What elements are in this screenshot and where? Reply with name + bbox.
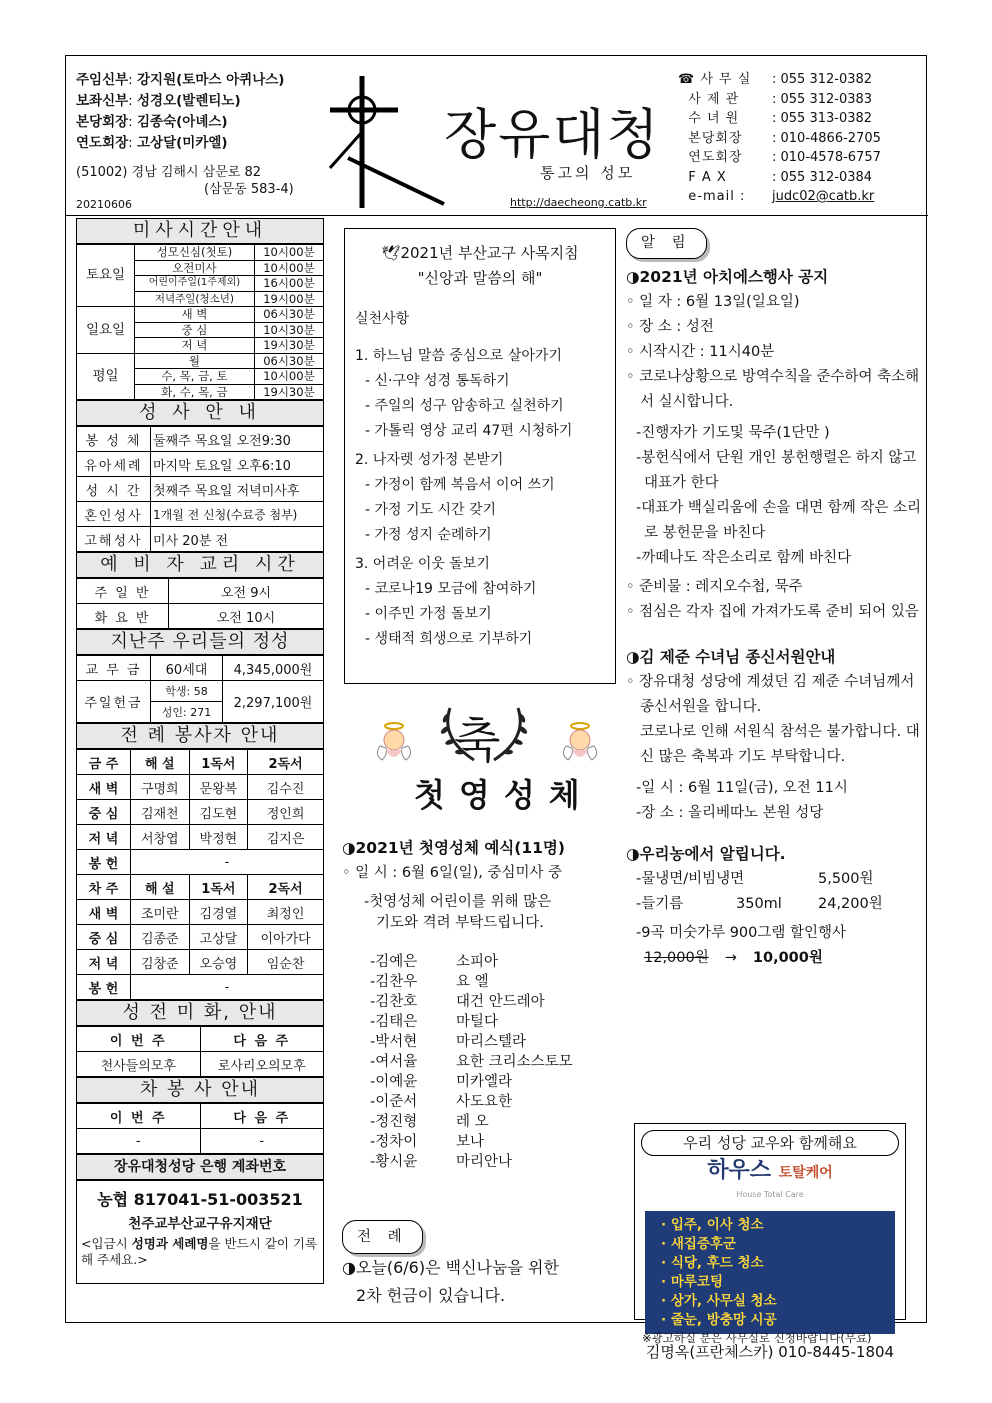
offering-table: 교 무 금 60세대 4,345,000원 주일헌금 학생: 58 2,297,100원 성인: 271 — [76, 655, 324, 723]
section-heading: ◑김 제준 수녀님 종신서원안내 — [626, 648, 836, 666]
table-row: 저 녁 서창엽 박정현 김지은 — [77, 825, 324, 850]
guide-slogan: "신앙과 말씀의 해" — [417, 269, 543, 287]
table-row: 주 일 반 오전 9시 — [77, 579, 324, 604]
angel-icon — [560, 720, 600, 764]
bank-title: 장유대청성당 은행 계좌번호 — [76, 1154, 324, 1180]
list-item: -김태은 마틸다 — [370, 1014, 499, 1030]
contact-row: e-mail : judc02@catb.kr — [678, 187, 881, 207]
list-item: -이준서 사도요한 — [370, 1094, 513, 1110]
servers-title: 전 례 봉사자 안내 — [76, 723, 324, 749]
angel-icon — [374, 720, 414, 764]
liturgy-pill: 전 례 — [342, 1220, 423, 1254]
list-item: -김찬우 요 엘 — [370, 974, 489, 990]
table-row: 유아세례 마지막 토요일 오후6:10 — [77, 452, 324, 477]
guide-label: 실천사항 — [355, 311, 410, 327]
list-item: -정진형 레 오 — [370, 1114, 489, 1130]
contact-row: 사 제 관 : 055 312-0383 — [678, 91, 873, 107]
mass-time-title: 미사시간안내 — [76, 218, 324, 244]
parish-subtitle: 통고의 성모 — [540, 164, 636, 182]
table-row: 중 심 김재천 김도현 정인희 — [77, 800, 324, 825]
contact-row: ☎ 사 무 실 : 055 312-0382 — [678, 72, 873, 87]
ad-note: ※광고하실 분은 사무실로 신청바랍니다(무료) — [642, 1331, 872, 1345]
table-row: 혼인성사 1개월 전 신청(수료증 첨부) — [77, 502, 324, 527]
contact-list — [678, 70, 881, 207]
servers-table — [76, 749, 324, 1000]
notice-pill: 알 림 — [626, 228, 707, 259]
table-row: 봉 헌 - — [77, 975, 324, 1000]
first-communion-title: 첫영성체 — [414, 776, 594, 814]
section-heading: ◑2021년 아치에스행사 공지 — [626, 268, 829, 286]
list-item: -황시윤 마리안나 — [370, 1154, 513, 1170]
ad-brand: 하우스 토탈케어 House Total Care — [707, 1158, 833, 1199]
list-item: -김예은 소피아 — [370, 954, 499, 970]
parish-title: 장유대청 — [444, 103, 661, 166]
issue-date: 20210606 — [76, 198, 132, 211]
clergy-row: 보좌신부: 성경오(발렌티노) — [76, 93, 241, 109]
price-row: -9곡 미숫가루 900그램 할인행사 — [636, 925, 847, 941]
left-column — [76, 218, 324, 1298]
contact-row: 수 녀 원 : 055 313-0382 — [678, 111, 873, 126]
table-row: 화 요 반 오전 10시 — [77, 604, 324, 629]
bank-info — [76, 1180, 324, 1284]
contact-row: F A X : 055 312-0384 — [678, 169, 873, 185]
clergy-row: 주임신부: 강지원(토마스 아퀴나스) — [76, 72, 285, 88]
table-row: 새 벽 구명희 문왕복 김수진 — [77, 775, 324, 800]
pastoral-guide-box: 🕊2021년 부산교구 사목지침 "신앙과 말씀의 해" 실천사항 1. 하느님 말씀 중심으로 살아가기 - 신·구약 성경 통독하기 - 주일의 성구 암송하고 실천하기 - 가톨릭 영상 교리 47편 시청하기 2. 나자렛 성가정 본받기 - 가정이 함께 복음서 이어 쓰기 - 가정 기도 시간 갖기 - 가정 성지 순례하기 3. 어려운 이웃 돌보기 - 코로나19 모금에 참여하기 - 이주민 가정 돌보기 - 생태적 희생으로 기부하기 — [344, 228, 616, 684]
bulletin-page — [65, 55, 927, 1361]
table-row: 성 시 간 첫째주 목요일 저녁미사후 — [77, 477, 324, 502]
offering-title: 지난주 우리들의 정성 — [76, 629, 324, 655]
clergy-row: 본당회장: 김종숙(아녜스) — [76, 114, 228, 130]
price-row: 12,000원 → 10,000원 — [644, 950, 823, 966]
bank-org: 천주교부산교구유지재단 — [128, 1216, 272, 1232]
table-row: 금 주 해 설 1독서 2독서 — [77, 750, 324, 775]
liturgy-notice: 전 례 ◑오늘(6/6)은 백신나눔을 위한 2차 헌금이 있습니다. — [342, 1220, 622, 1310]
address: (51002) 경남 김해시 삼문로 82 (삼문동 583-4) — [76, 165, 294, 197]
table-row: 중 심 김종준 고상달 이아가다 — [77, 925, 324, 950]
price-row: -들기름 350ml 24,200원 — [636, 896, 883, 912]
parish-website-link[interactable]: http://daecheong.catb.kr — [510, 196, 647, 209]
flowers-title: 성 전 미 화, 안내 — [76, 1000, 324, 1026]
table-row: 봉 헌 - — [77, 850, 324, 875]
sacrament-table — [76, 426, 324, 552]
table-row: 차 주 해 설 1독서 2독서 — [77, 875, 324, 900]
table-row: 봉 성 체 둘째주 목요일 오전9:30 — [77, 427, 324, 452]
catechism-table — [76, 578, 324, 629]
list-item: -이예윤 미카엘라 — [370, 1074, 513, 1090]
ad-services: · 입주, 이사 청소 · 새집증후군 · 식당, 후드 청소 · 마루코팅 · 상가, 사무실 청소 · 줄눈, 방충망 시공 — [645, 1211, 895, 1334]
cross-logo-icon — [326, 72, 448, 210]
mass-time-table: 토요일 성모신심(첫토) 10시00분 오전미사 10시00분 어린이주일(1주제외) 16시00분 저녁주일(청소년) 19시00분 일요일 새 벽 06시30분 중 심 10시30분 저 녁 19시30분 평일 월 06시30분 수, 목, 금, 토 10시00분 화, 수, 목, 금 19시30분 — [76, 244, 324, 400]
flowers-table: 이 번 주 다 음 주 천사들의모후 로사리오의모후 — [76, 1026, 324, 1077]
guide-title: 🕊2021년 부산교구 사목지침 — [381, 244, 579, 262]
contact-row: 본당회장 : 010-4866-2705 — [678, 130, 881, 146]
catechism-title: 예 비 자 교리 시간 — [76, 552, 324, 578]
table-row: 저 녁 김창준 오승영 임순찬 — [77, 950, 324, 975]
dove-icon: 🕊 — [381, 244, 401, 262]
ad-header: 우리 성당 교우와 함께해요 — [641, 1130, 899, 1156]
section-heading: ◑우리농에서 알립니다. — [626, 845, 786, 863]
price-row: -물냉면/비빔냉면 5,500원 — [636, 871, 874, 887]
ad-contact: 김명옥(프란체스카) 010-8445-1804 — [645, 1343, 895, 1361]
list-item: -정차이 보나 — [370, 1134, 485, 1150]
driving-table: 이 번 주 다 음 주 - - — [76, 1103, 324, 1154]
right-column: 알 림 ◑2021년 아치에스행사 공지 ◦ 일 자 : 6월 13일(일요일) ◦ 장 소 : 성전 ◦ 시작시간 : 11시40분 ◦ 코로나상황으로 방역수칙을 준수하여 축소해서 실시합니다. -진행자가 기도및 묵주(1단만 ) -봉헌식에서 단원 개인 봉헌행렬은 하지 않고 대표가 한다 -대표가 백실리움에 손을 대면 함께 작은 소리로 봉헌문을 바친다 -까떼나도 작은소리로 함께 바친다 ◦ 준비물 : 레지오수첩, 묵주 ◦ 점심은 각자 집에 가져가도록 준비 되어 있음 ◑김 제준 수녀님 종신서원안내 ◦ 장유대청 성당에 계셨던 김 제준 수녀님께서 종신서원을 합니다. 코로나로 인해 서원식 참석은 불가합니다. 대신 많은 축복과 기도 부탁합니다. -일 시 : 6월 11일(금), 오전 11시 -장 소 : 올리베따노 본원 성당 ◑우리농에서 알립니다. -물냉면/비빔냉면 5,500원 -들기름 350ml 24,200원 -9곡 미숫가루 900그램 할인행사 12,000원 → 10,000원 우리 성당 교우와 함께해요 하우스 토탈케어 House Total Care · 입주, 이사 청소 · 새집증후군 · 식당, 후드 청소 · 마루코팅 · 상가, 사무실 청소 · 줄눈, 방충망 시공 김명옥(프란체스카) 010-8445-1804 ※광고하실 분은 사무실로 신청바랍니다(무료) — [626, 218, 926, 1298]
email-link[interactable]: judc02@catb.kr — [772, 189, 875, 204]
middle-column — [334, 218, 618, 1305]
first-communion-body: ◑2021년 첫영성체 예식(11명) ◦ 일 시 : 6월 6일(일), 중심미사 중 -첫영성체 어린이를 위해 많은 기도와 격려 부탁드립니다. -김예은 소피아 -김찬우 요 엘 -김찬호 대건 안드레아 -김태은 마틸다 -박서현 마리스텔라 -여서율 요한 크리소스토모 -이예윤 미카엘라 -이준서 사도요한 -정진형 레 오 -정차이 보나 -황시윤 마리안나 — [342, 838, 622, 1172]
driving-title: 차 봉 사 안내 — [76, 1077, 324, 1103]
clergy-list — [76, 70, 284, 154]
table-row: 새 벽 조미란 김경열 최정인 — [77, 900, 324, 925]
bank-account: 농협 817041-51-003521 — [97, 1190, 303, 1209]
list-item: -여서율 요한 크리소스토모 — [370, 1054, 573, 1070]
table-row: 고해성사 미사 20분 전 — [77, 527, 324, 552]
communicant-list — [342, 952, 622, 1172]
list-item: -박서현 마리스텔라 — [370, 1034, 527, 1050]
bank-note: <입금시 성명과 세례명을 반드시 같이 기록해 주세요.> — [81, 1236, 318, 1267]
contact-row: 연도회장 : 010-4578-6757 — [678, 150, 881, 165]
sacrament-title: 성 사 안 내 — [76, 400, 324, 426]
section-heading: ◑2021년 첫영성체 예식(11명) — [342, 839, 565, 857]
celebration-char: 축 — [454, 713, 501, 769]
header — [66, 56, 928, 216]
clergy-row: 연도회장: 고상달(미카엘) — [76, 135, 228, 151]
list-item: -김찬호 대건 안드레아 — [370, 994, 545, 1010]
